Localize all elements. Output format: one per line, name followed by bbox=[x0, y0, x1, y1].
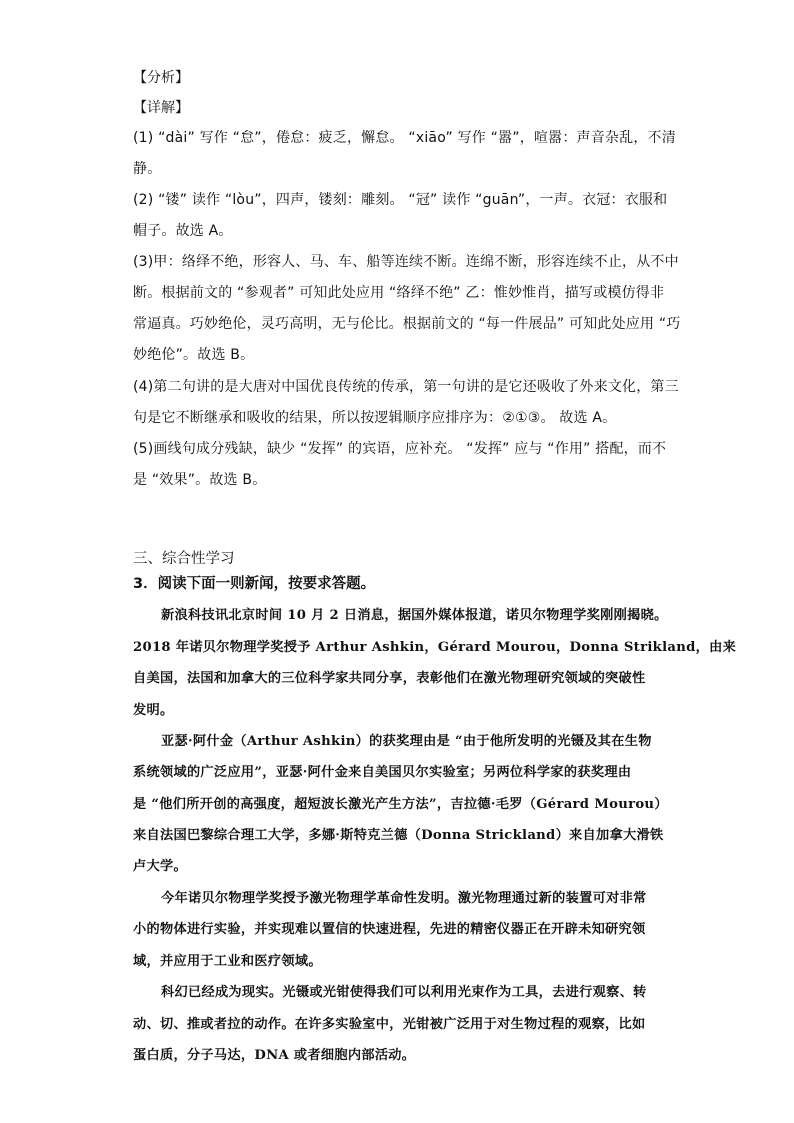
answer-line: (1) “dài” 写作 “怠”，倦怠：疲乏，懈怠。 “xiāo” 写作 “嚣”，喧嚣：声音杂乱，不清 bbox=[133, 130, 676, 146]
answer-line: 断。根据前文的 “参观者” 可知此处应用 “络绎不绝” 乙：惟妙惟肖，描写或模仿得非 bbox=[133, 285, 665, 301]
answer-line: 常逼真。巧妙绝伦，灵巧高明，无与伦比。根据前文的 “每一件展品” 可知此处应用 “巧 bbox=[133, 316, 681, 332]
news-line: 亚瑟·阿什金（Arthur Ashkin）的获奖理由是 “由于他所发明的光镊及其在生物 bbox=[161, 734, 652, 749]
news-line: 域，并应用于工业和医疗领域。 bbox=[133, 954, 322, 969]
answer-line: 是 “效果”。故选 B。 bbox=[133, 472, 267, 488]
news-line: 今年诺贝尔物理学奖授予激光物理学革命性发明。激光物理通过新的装置可对非常 bbox=[161, 891, 647, 906]
answer-line: 静。 bbox=[133, 161, 162, 177]
answer-line: 帽子。故选 A。 bbox=[133, 223, 233, 239]
news-line: 卢大学。 bbox=[133, 859, 187, 874]
analysis-heading: 【分析】 bbox=[133, 70, 189, 86]
news-line: 动、切、推或者拉的动作。在许多实验室中，光钳被广泛用于对生物过程的观察，比如 bbox=[133, 1017, 646, 1032]
news-line: 新浪科技讯北京时间 10 月 2 日消息，据国外媒体报道，诺贝尔物理学奖刚刚揭晓。 bbox=[161, 608, 668, 623]
news-line: 小的物体进行实验，并实现难以置信的快速进程，先进的精密仪器正在开辟未知研究领 bbox=[133, 922, 646, 937]
news-line: 自美国，法国和加拿大的三位科学家共同分享，表彰他们在激光物理研究领域的突破性 bbox=[133, 671, 646, 686]
news-line: 系统领域的广泛应用”，亚瑟·阿什金来自美国贝尔实验室；另两位科学家的获奖理由 bbox=[133, 765, 632, 780]
question-title: 3．阅读下面一则新闻，按要求答题。 bbox=[133, 576, 376, 592]
news-line: 蛋白质，分子马达，DNA 或者细胞内部活动。 bbox=[133, 1048, 416, 1063]
news-line: 发明。 bbox=[133, 703, 174, 718]
section-title: 三、综合性学习 bbox=[133, 551, 235, 567]
answer-line: (3)甲：络绎不绝，形容人、马、车、船等连续不断。连绵不断，形容连续不止，从不中 bbox=[133, 254, 679, 270]
answer-line: (4)第二句讲的是大唐对中国优良传统的传承，第一句讲的是它还吸收了外来文化，第三 bbox=[133, 379, 679, 395]
news-line: 2018 年诺贝尔物理学奖授予 Arthur Ashkin，Gérard Mourou，Donna Strikland，由来 bbox=[133, 640, 737, 655]
answer-line: (5)画线句成分残缺，缺少 “发挥” 的宾语，应补充。 “发挥” 应与 “作用” 搭配，而不 bbox=[133, 441, 667, 457]
news-line: 是 “他们所开创的高强度，超短波长激光产生方法”，吉拉德·毛罗（Gérard Mourou） bbox=[133, 797, 668, 812]
detail-heading: 【详解】 bbox=[133, 100, 189, 116]
news-line: 来自法国巴黎综合理工大学，多娜·斯特克兰德（Donna Strickland）来自加拿大滑铁 bbox=[133, 828, 664, 843]
answer-line: 妙绝伦”。故选 B。 bbox=[133, 347, 255, 363]
answer-line: (2) “镂” 读作 “lòu”，四声，镂刻：雕刻。 “冠” 读作 “guān”，一声。衣冠：衣服和 bbox=[133, 192, 668, 208]
answer-line: 句是它不断继承和吸收的结果，所以按逻辑顺序应排序为：②①③。 故选 A。 bbox=[133, 410, 617, 426]
news-line: 科幻已经成为现实。光镊或光钳使得我们可以利用光束作为工具，去进行观察、转 bbox=[161, 985, 647, 1000]
